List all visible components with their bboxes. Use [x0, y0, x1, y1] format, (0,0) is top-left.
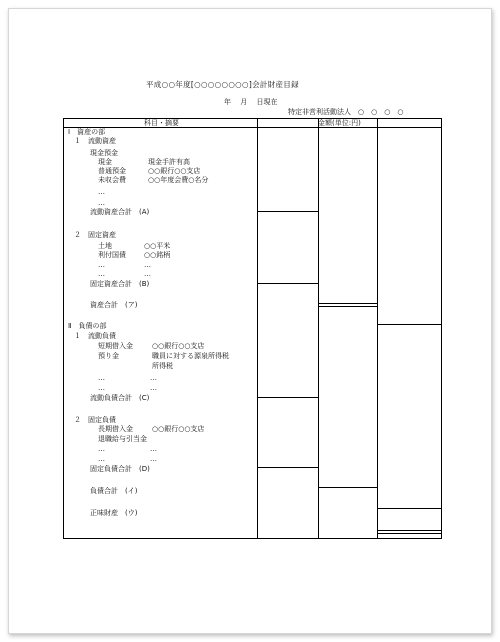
subtotal-line-d — [257, 467, 318, 468]
row-0-label: Ⅰ 資産の部 — [68, 128, 106, 136]
row-11-label: 利付国債 — [98, 251, 126, 259]
row-25-label: 長期借入金 — [98, 425, 133, 433]
header-amount: 金額(単位:円) — [318, 119, 361, 127]
row-26-label: 退職給与引当金 — [98, 435, 147, 443]
header-item: 科目・摘要 — [144, 119, 179, 127]
row-23-label: 流動負債合計 (C) — [90, 394, 150, 402]
row-8-label: 流動資産合計 (A) — [90, 208, 150, 216]
row-15-label: 資産合計 (ア) — [90, 301, 138, 309]
row-12-note: … — [144, 261, 151, 269]
row-12-label: … — [98, 261, 105, 269]
row-30-label: 負債合計 (イ) — [90, 487, 138, 495]
row-16-label: Ⅱ 負債の部 — [68, 322, 107, 330]
document-title: 平成○○年度[○○○○○○○○]会計財産目録 — [146, 80, 299, 89]
column-divider-1 — [257, 119, 258, 538]
row-28-note: … — [150, 455, 157, 463]
row-3-label: 現金 — [98, 158, 112, 166]
as-of-date: 年 月 日現在 — [224, 98, 278, 106]
row-4-label: 普通預金 — [98, 167, 126, 175]
bottom-tick — [377, 533, 441, 536]
row-31-label: 正味財産 (ウ) — [90, 509, 138, 517]
row-17-label: １ 流動負債 — [74, 332, 116, 340]
total-line-assets-2 — [318, 306, 377, 307]
row-20-note: 所得税 — [152, 362, 173, 370]
corporation-name: 特定非営利活動法人 ○ ○ ○ ○ — [288, 108, 404, 116]
net-assets-line — [377, 530, 441, 531]
subtotal-line-a — [257, 211, 318, 212]
row-10-note: ○○平米 — [144, 242, 171, 250]
row-5-label: 未収会費 — [98, 176, 126, 184]
row-6-label: … — [98, 188, 105, 196]
row-29-label: 固定負債合計 (D) — [90, 465, 150, 473]
row-2-label: 現金預金 — [90, 149, 118, 157]
total-line-liabilities — [318, 487, 377, 488]
row-27-label: … — [98, 445, 105, 453]
row-28-label: … — [98, 455, 105, 463]
property-inventory-table — [63, 118, 442, 539]
liabilities-total-line — [377, 508, 441, 509]
row-9-label: ２ 固定資産 — [74, 231, 116, 239]
row-25-note: ○○銀行○○支店 — [152, 425, 205, 433]
row-24-label: ２ 固定負債 — [74, 416, 116, 424]
row-21-note: … — [150, 374, 157, 382]
row-27-note: … — [150, 445, 157, 453]
row-22-note: … — [150, 384, 157, 392]
subtotal-line-c — [257, 397, 318, 398]
row-11-note: ○○銘柄 — [144, 251, 171, 259]
row-22-label: … — [98, 384, 105, 392]
row-1-label: １ 流動資産 — [74, 137, 116, 145]
row-4-note: ○○銀行○○支店 — [148, 167, 201, 175]
assets-total-line — [377, 324, 441, 325]
row-13-label: … — [98, 270, 105, 278]
row-10-label: 土地 — [98, 242, 112, 250]
row-21-label: … — [98, 374, 105, 382]
row-14-label: 固定資産合計 (B) — [90, 280, 150, 288]
row-5-note: ○○年度会費○名分 — [148, 176, 209, 184]
column-divider-3 — [377, 119, 378, 538]
row-19-note: 職員に対する源泉所得税 — [152, 352, 229, 360]
row-13-note: … — [144, 270, 151, 278]
row-3-note: 現金手許有高 — [148, 158, 190, 166]
header-divider — [64, 127, 441, 128]
row-18-label: 短期借入金 — [98, 342, 133, 350]
row-19-label: 預り金 — [98, 352, 119, 360]
total-line-assets — [318, 303, 377, 304]
row-18-note: ○○銀行○○支店 — [152, 342, 205, 350]
subtotal-line-b — [257, 283, 318, 284]
row-7-label: … — [98, 199, 105, 207]
column-divider-2 — [318, 119, 319, 538]
